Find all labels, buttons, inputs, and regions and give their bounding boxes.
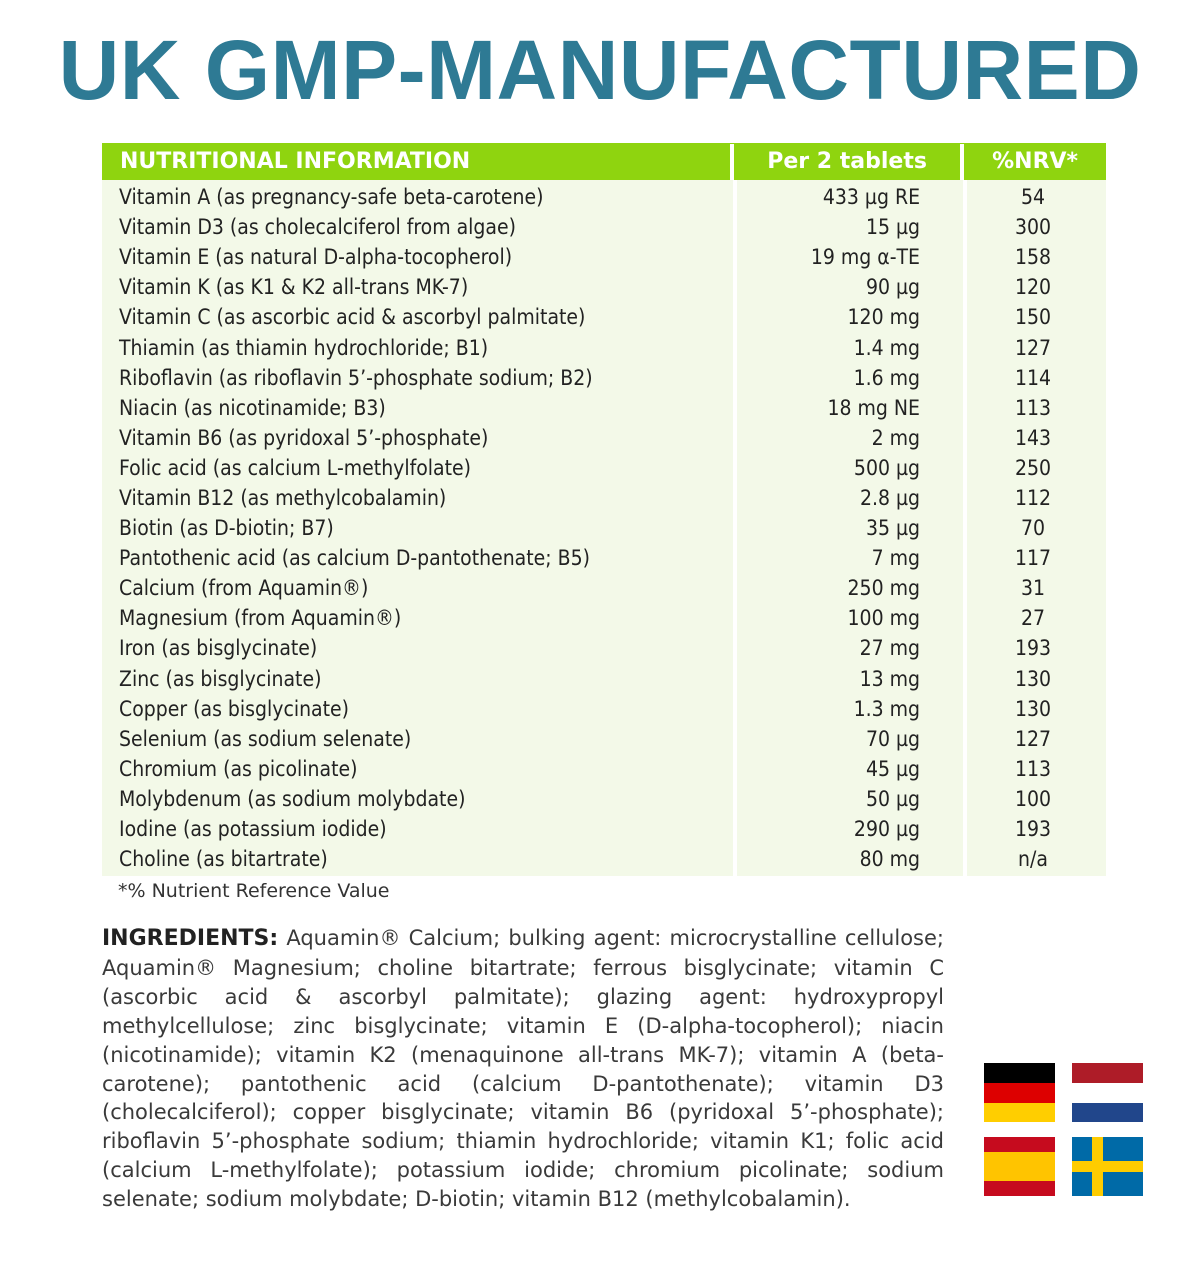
- table-row: [102, 242, 1106, 272]
- nutrient-nrv: n/a: [1018, 847, 1048, 872]
- nutrient-nrv: 70: [1020, 516, 1046, 541]
- nutrient-nrv: 130: [1014, 666, 1052, 691]
- nutrient-amount: 250 mg: [847, 576, 920, 601]
- nutrient-amount: 500 µg: [853, 455, 920, 480]
- nutrient-nrv: 31: [1020, 576, 1046, 601]
- spain-flag-icon: [984, 1137, 1055, 1196]
- table-row: [102, 543, 1106, 573]
- nutrient-amount: 7 mg: [871, 546, 920, 571]
- nutrient-amount: 70 µg: [865, 726, 920, 751]
- table-row: [102, 453, 1106, 483]
- table-row: [102, 393, 1106, 423]
- germany-stripe-1: [984, 1063, 1055, 1083]
- nutrient-nrv: 127: [1014, 335, 1052, 360]
- table-header: [102, 143, 1106, 180]
- table-row: [102, 363, 1106, 393]
- nutrient-amount: 45 µg: [865, 756, 920, 781]
- table-row: [102, 754, 1106, 784]
- nutrient-amount: 13 mg: [859, 666, 920, 691]
- table-row: [102, 302, 1106, 332]
- nutrient-amount: 100 mg: [847, 606, 920, 631]
- nutrient-amount: 35 µg: [865, 516, 920, 541]
- header-per-2-tablets: Per 2 tablets: [730, 144, 960, 180]
- table-row: [102, 332, 1106, 362]
- nutrient-nrv: 113: [1014, 395, 1052, 420]
- sweden-cross-horizontal: [1072, 1161, 1143, 1172]
- nutrient-name: Vitamin A (as pregnancy-safe beta-carotene): [119, 185, 544, 210]
- nutrient-amount: 120 mg: [847, 305, 920, 330]
- nutrient-nrv: 54: [1020, 185, 1046, 210]
- nutrient-name: Pantothenic acid (as calcium D-pantothenate; B5): [119, 546, 591, 571]
- table-row: [102, 694, 1106, 724]
- nutrient-name: Selenium (as sodium selenate): [119, 726, 412, 751]
- germany-stripe-3: [984, 1103, 1055, 1122]
- spain-stripe-2: [984, 1152, 1055, 1181]
- nutrient-name: Chromium (as picolinate): [119, 756, 358, 781]
- nutrient-name: Vitamin B12 (as methylcobalamin): [119, 485, 447, 510]
- nutrient-nrv: 158: [1014, 245, 1052, 270]
- table-row: [102, 182, 1106, 212]
- nutrient-amount: 15 µg: [865, 215, 920, 240]
- nutrient-amount: 1.3 mg: [853, 696, 920, 721]
- table-row: [102, 633, 1106, 663]
- header-nrv: %NRV*: [960, 144, 1106, 180]
- germany-stripe-2: [984, 1083, 1055, 1103]
- nutrient-amount: 19 mg α-TE: [810, 245, 920, 270]
- nutrient-name: Zinc (as bisglycinate): [119, 666, 322, 691]
- table-row: [102, 814, 1106, 844]
- nutrient-nrv: 27: [1020, 606, 1046, 631]
- spain-stripe-3: [984, 1181, 1055, 1196]
- ingredients-label: INGREDIENTS:: [102, 926, 279, 951]
- spain-stripe-1: [984, 1137, 1055, 1152]
- nutrient-amount: 2.8 µg: [859, 485, 920, 510]
- nutrient-name: Biotin (as D-biotin; B7): [119, 516, 334, 541]
- nutrient-name: Niacin (as nicotinamide; B3): [119, 395, 386, 420]
- table-row: [102, 423, 1106, 453]
- nutrient-amount: 2 mg: [871, 425, 920, 450]
- nutrient-name: Choline (as bitartrate): [119, 847, 328, 872]
- nutrient-name: Riboflavin (as riboflavin 5’-phosphate sodium; B2): [119, 365, 593, 390]
- nutrient-name: Vitamin D3 (as cholecalciferol from algae): [119, 215, 517, 240]
- nutrient-nrv: 150: [1014, 305, 1052, 330]
- nutrient-name: Calcium (from Aquamin®): [119, 576, 369, 601]
- nutrient-name: Iodine (as potassium iodide): [119, 817, 387, 842]
- headline: UK GMP-MANUFACTURED: [58, 23, 1142, 117]
- netherlands-stripe-2: [1072, 1083, 1143, 1103]
- table-row: [102, 724, 1106, 754]
- nutrition-table: [102, 143, 1106, 876]
- table-row: [102, 603, 1106, 633]
- table-row: [102, 513, 1106, 543]
- nutrient-name: Magnesium (from Aquamin®): [119, 606, 402, 631]
- nutrient-nrv: 250: [1014, 455, 1052, 480]
- nutrient-nrv: 114: [1014, 365, 1052, 390]
- sweden-flag-icon: [1072, 1137, 1143, 1196]
- netherlands-stripe-3: [1072, 1103, 1143, 1122]
- nutrient-nrv: 113: [1014, 756, 1052, 781]
- table-row: [102, 664, 1106, 694]
- netherlands-stripe-1: [1072, 1063, 1143, 1083]
- nutrient-nrv: 143: [1014, 425, 1052, 450]
- nutrient-amount: 1.6 mg: [853, 365, 920, 390]
- nutrient-name: Vitamin E (as natural D-alpha-tocopherol): [119, 245, 513, 270]
- netherlands-flag-icon: [1072, 1063, 1143, 1122]
- nutrient-name: Vitamin K (as K1 & K2 all-trans MK-7): [119, 275, 469, 300]
- nutrient-name: Vitamin B6 (as pyridoxal 5’-phosphate): [119, 425, 489, 450]
- header-nutritional-information: NUTRITIONAL INFORMATION: [120, 149, 471, 174]
- nutrient-amount: 90 µg: [865, 275, 920, 300]
- ingredients-text: Aquamin® Calcium; bulking agent: microcrystalline cellulose; Aquamin® Magnesium; choline bitartrate; ferrous bisglycinate; vitamin C (ascorbic acid & ascorbyl palmitate); glazing agent: hydroxypropyl methylcellulose; zinc bisglycinate; vitamin E (D-alpha-tocopherol); niacin (nicotinamide); vitamin K2 (menaquinone all-trans MK-7); vitamin A (beta-carotene); pantothenic acid (calcium D-pantothenate); vitamin D3 (cholecalciferol); copper bisglycinate; vitamin B6 (pyridoxal 5’-phosphate); riboflavin 5’-phosphate sodium; thiamin hydrochloride; vitamin K1; folic acid (calcium L-methylfolate); potassium iodide; chromium picolinate; sodium selenate; sodium molybdate; D-biotin; vitamin B12 (methylcobalamin).: [102, 926, 944, 1212]
- nutrient-amount: 433 µg RE: [822, 185, 920, 210]
- nutrient-name: Molybdenum (as sodium molybdate): [119, 786, 466, 811]
- nutrient-amount: 18 mg NE: [827, 395, 920, 420]
- nutrient-nrv: 127: [1014, 726, 1052, 751]
- table-body: [102, 180, 1106, 876]
- nutrient-nrv: 193: [1014, 636, 1052, 661]
- nutrient-name: Copper (as bisglycinate): [119, 696, 350, 721]
- table-row: [102, 784, 1106, 814]
- nutrient-name: Iron (as bisglycinate): [119, 636, 318, 661]
- table-row: [102, 573, 1106, 603]
- nutrient-nrv: 117: [1014, 546, 1052, 571]
- nutrient-name: Folic acid (as calcium L-methylfolate): [119, 455, 472, 480]
- nutrient-amount: 50 µg: [865, 786, 920, 811]
- nutrient-nrv: 112: [1014, 485, 1052, 510]
- nutrient-nrv: 100: [1014, 786, 1052, 811]
- germany-flag-icon: [984, 1063, 1055, 1122]
- nutrient-amount: 80 mg: [859, 847, 920, 872]
- nutrient-nrv: 120: [1014, 275, 1052, 300]
- table-row: [102, 272, 1106, 302]
- table-row: [102, 483, 1106, 513]
- nutrient-nrv: 300: [1014, 215, 1052, 240]
- table-row: [102, 212, 1106, 242]
- nutrient-nrv: 193: [1014, 817, 1052, 842]
- nutrient-amount: 27 mg: [859, 636, 920, 661]
- nutrient-amount: 1.4 mg: [853, 335, 920, 360]
- nutrient-amount: 290 µg: [853, 817, 920, 842]
- country-flags: [984, 1063, 1144, 1193]
- nutrient-name: Thiamin (as thiamin hydrochloride; B1): [119, 335, 489, 360]
- nrv-footnote: *% Nutrient Reference Value: [118, 880, 390, 902]
- table-row: [102, 844, 1106, 874]
- nutrient-name: Vitamin C (as ascorbic acid & ascorbyl palmitate): [119, 305, 586, 330]
- nutrient-nrv: 130: [1014, 696, 1052, 721]
